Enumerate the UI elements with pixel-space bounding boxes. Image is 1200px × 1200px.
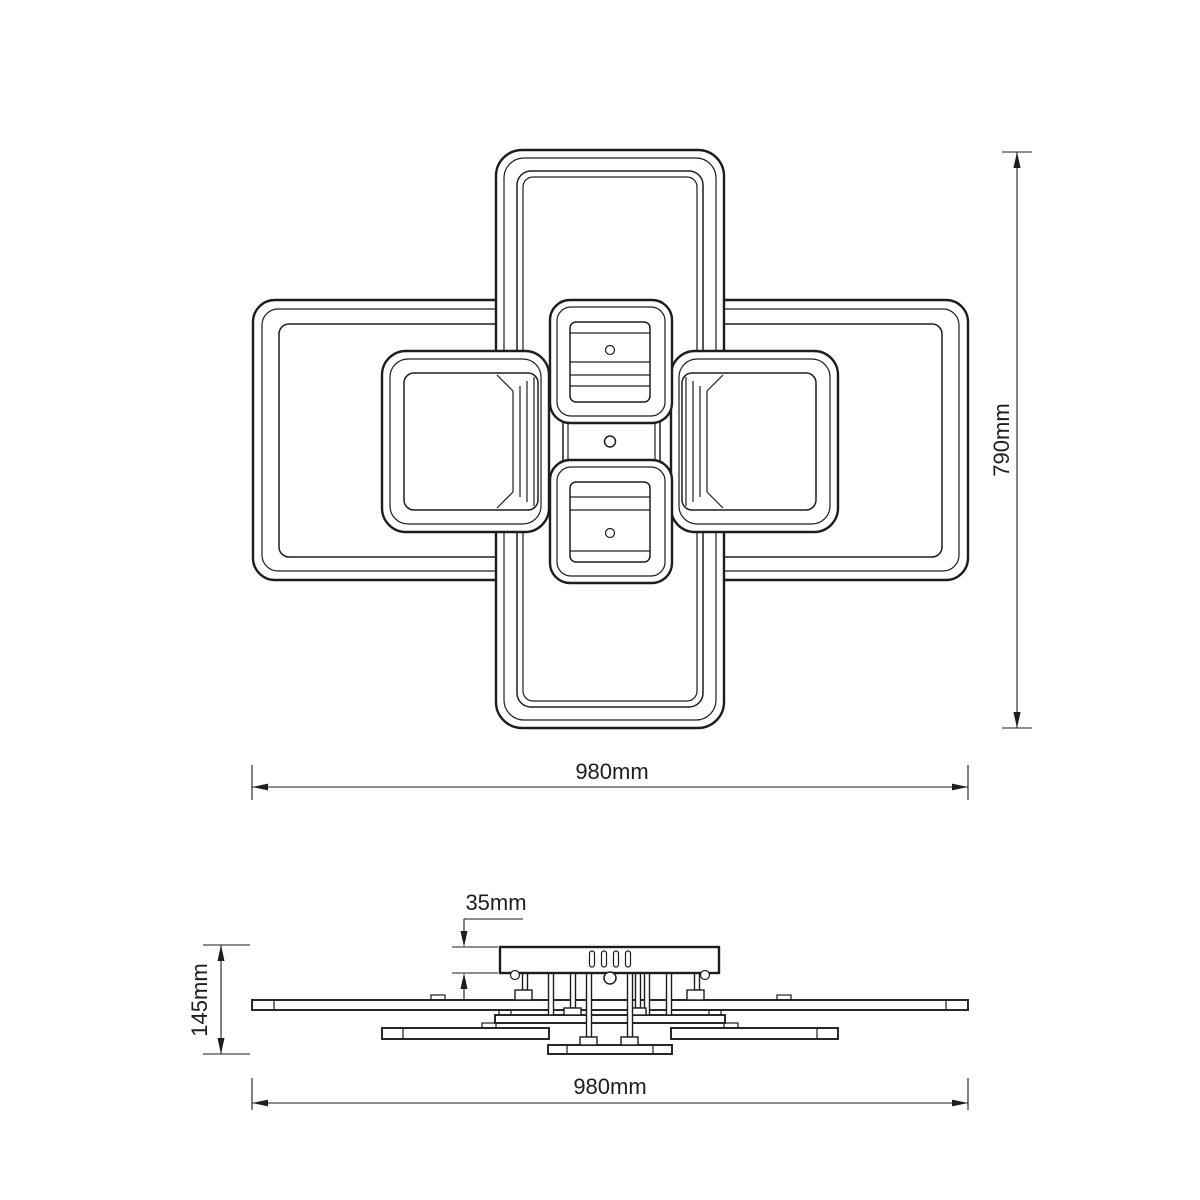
- side-view: [187, 890, 968, 1110]
- right-medium-bar: [671, 1028, 838, 1039]
- dimension-width-top: [252, 759, 968, 800]
- canopy-screw-left: [511, 971, 520, 980]
- bottom-small-frame: [550, 460, 672, 583]
- side-view-width-label: 980mm: [573, 1074, 647, 1099]
- top-view: [252, 150, 1032, 800]
- dimension-width-bottom: [252, 1074, 968, 1110]
- right-medium-frame: [671, 351, 838, 532]
- top-view-height-label: 790mm: [989, 403, 1014, 477]
- bottom-square-screw-hole: [606, 529, 615, 538]
- left-medium-bar: [382, 1028, 549, 1039]
- dimension-canopy-height: [452, 890, 527, 999]
- top-small-frame: [550, 300, 672, 423]
- vertical-frame-bar: [495, 1015, 725, 1023]
- dimension-height-top: [989, 152, 1032, 728]
- canopy: [500, 947, 719, 984]
- frame-bars: [252, 995, 968, 1054]
- left-medium-frame: [382, 351, 549, 532]
- top-view-width-label: 980mm: [575, 759, 649, 784]
- canopy-center-hole: [604, 972, 616, 984]
- center-connector: [563, 421, 660, 462]
- canopy-screw-right: [701, 971, 710, 980]
- connector-hole: [605, 436, 616, 447]
- top-square-screw-hole: [606, 346, 615, 355]
- canopy-height-label: 35mm: [465, 890, 527, 915]
- main-frame-bar: [252, 1000, 968, 1010]
- dimension-total-height: [187, 945, 250, 1054]
- total-height-label: 145mm: [187, 963, 212, 1037]
